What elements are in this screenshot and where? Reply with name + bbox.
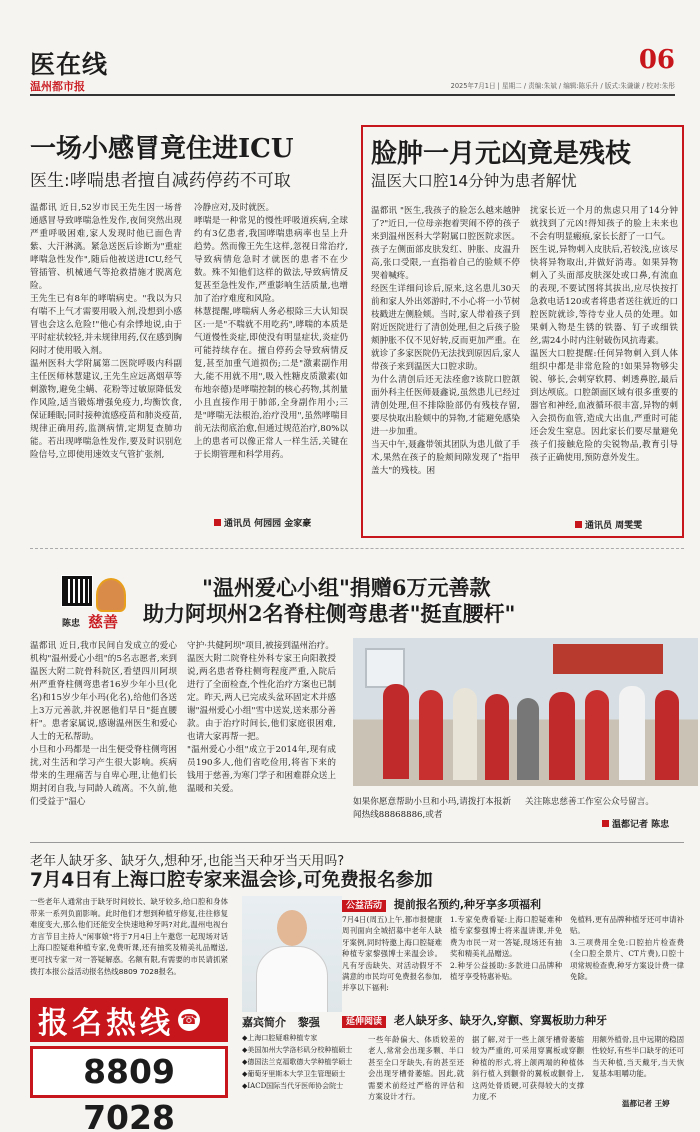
photo-banner [553,644,663,674]
ad-intro: 一些老年人通常由于缺牙时间较长、缺牙较多,给口腔和身体带来一系列负面影响。此时他们才想到种植牙修复,往往修复难度变大,那么他们还能安全快速地种牙吗?对此,温州电视台方言节目主持人"闲事娘"将于7月4日上午邀您一起现场对话上海口腔疑难种植专家,免费听课,还有抽奖及精美礼品赠送,更可找专家一对一答疑解惑。名额有限,有需要的市民请抓紧拨打本报公益活动报名热线8809 7028报名。 [30,897,228,976]
bullet-icon: ◆ [242,1070,248,1078]
guest-credentials [242,1032,366,1092]
credential-item: ◆美国加州大学洛杉矶分校种植硕士 [242,1046,353,1054]
person-6 [549,692,575,780]
person-2 [419,690,443,780]
hotline-label[interactable] [30,998,228,1042]
phone-icon: ☎ [178,1009,200,1031]
article3-byline-text: 温都记者 陈忠 [612,820,670,830]
article2-byline-text: 通讯员 周雯雯 [585,521,643,531]
qr-brand: 慈善 [88,613,119,631]
sec2-column-2: 据了解,对于一些上颌牙槽骨萎缩较为严重的,可采用穿翼板或穿颧种植的形式,将上颌两端的种植体斜行植入到颧骨的翼板或颧骨上,这两处骨质硬,可获得较大的支撑力度,不 [472,1035,584,1102]
article-facial-swelling [361,125,684,538]
sec2-column-1: 一些年龄偏大、体质较差的老人,常常会出现多颗、半口甚至全口牙缺失,有的甚至还会出现牙槽骨萎缩。因此,就需要术前经过严格的评估和方案设计才行。 [368,1035,464,1102]
byline-marker-icon [602,820,609,827]
article1-byline [214,516,311,529]
hotline-number[interactable]: 8809 7028 [30,1046,228,1098]
sec1-heading [342,896,541,912]
masthead-rule [30,94,675,96]
person-9 [655,690,679,780]
hotline-label-text: 报名热线 [38,1006,174,1041]
article3-caption-1: 如果你愿意帮助小旦和小玛,请拨打本报新闻热线88868886,或者 [353,797,511,820]
masthead [30,0,675,100]
guest-title: 嘉宾简介 [242,1016,286,1029]
person-3 [453,688,477,780]
ad-kicker: 老年人缺牙多、缺牙久,想种牙,也能当天种牙当天用吗? [30,854,345,869]
sec2-title: 老人缺牙多、缺牙久,穿颧、穿翼板助力种牙 [393,1014,608,1027]
article-charity [30,560,684,840]
sec1-column-3: 免植料,更有品牌种植牙还可申请补贴。 3.三项费用全免:口腔拍片检查费(全口腔全景片、CT片费),口腔十项常规检查费,种牙方案设计费一律免除。 [570,915,684,982]
ad-headline: 7月4日有上海口腔专家来温会诊,可免费报名参加 [30,870,433,891]
article3-headline-2: 助力阿坝州2名脊柱侧弯患者"挺直腰杆" [143,601,516,626]
sec1-tag: 公益活动 [342,900,386,912]
article1-byline-text: 通讯员 何园园 金家豪 [224,519,312,529]
advertorial [30,846,684,1130]
person-1 [383,684,409,779]
ad-byline: 温都记者 王婷 [622,1099,670,1108]
section-divider [30,548,684,549]
sec2-tag: 延伸阅读 [342,1016,386,1028]
bullet-icon: ◆ [242,1046,248,1054]
article3-column-1: 温都讯 近日,我市民间自发成立的爱心机构"温州爱心小组"的5名志愿者,来到温医大附二院骨科院区,看望四川阿坝州严重脊柱侧弯患者16岁少年小旦(化名)和15岁少年小玛(化名),给他们各送上3万元善款,并祝愿他们早日"挺直腰杆"。患者家属说,感谢温州医生和爱心人士的无私帮助。 小旦和小玛都是一出生便受脊柱侧弯困扰,对生活和学习产生很大影响。疾病带来的生理痛苦与自卑心理,让他们长期封闭自我,与同龄人疏离。不久前,他们受益于"温心 [30,641,177,807]
sec1-title: 提前报名预约,种牙享多项福利 [393,898,542,911]
person-7 [585,690,609,780]
doctor-head [277,910,307,946]
qr-label: 陈忠 [62,619,81,629]
article-cold-icu [30,128,348,538]
masthead-meta: 2025年7月1日 | 星期二 / 责编:朱斌 / 编辑:陈乐升 / 版式:朱谦谦 / 校对:朱彤 [450,82,675,90]
qr-brand-block [62,576,134,638]
ad-divider [30,842,684,843]
photo-window [365,648,405,688]
group-photo [353,638,698,786]
article2-column-2: 扰家长近一个月的焦虑只用了14分钟就找到了元凶!得知孩子的脸上未来也不会有明显瘢痕,家长长舒了一口气。 医生说,异物刺入皮肤后,若较浅,应该尽快将异物取出,并做好消毒。如果异物刺入了头面部皮肤深处或口鼻,有流血的表现,不要试图将其拔出,应尽快按打急救电话120或者将患者送往就近的口腔医院就诊,等待专业人员的处理。如果刺入物是生锈的铁器、钉子或细铁丝,需24小时内注射破伤风抗毒素。 温医大口腔提醒:任何异物刺入到人体组织中都是非常危险的!如果异物够尖锐、够长,会刺穿软腭、刺透鼻腔,最后到达颅底。口腔颌面区域有很多重要的器官和神经,血液循环很丰富,异物的刺入会损伤血管,造成大出血,严重时可能还会发生窒息。因此家长们要尽量避免孩子们接触危险的尖锐物品,教育引导孩子正确使用,预防意外发生。 [530,206,678,463]
guest-heading [242,1014,320,1030]
sec1-column-2: 1.专家免费看疑:上海口腔疑难种植专家黎强博士将来温讲课,并免费为市民一对一答疑,现场还有抽奖和精美礼品赠送。 2.种牙公益援助:多款进口品牌种植牙享受特惠补贴。 [450,915,562,982]
article3-caption-2: 关注陈忠慈善工作室公众号留言。 [525,797,654,807]
bullet-icon: ◆ [242,1082,248,1090]
hotline-box [30,998,228,1132]
qr-code-icon [62,576,92,606]
article2-column-1: 温都讯 "医生,我孩子的脸怎么越来越肿了?"近日,一位母亲抱着哭闹不停的孩子来到温州医科大学附属口腔医院求医。孩子左侧面部皮肤发红、肿胀、皮温升高,张口受限,一直指着自己的脸颊不停哭着喊疼。 经医生详细问诊后,原来,这名患儿30天前和家人外出郊游时,不小心将一小节树枝戳进左侧脸颊。当时,家人带着孩子到附近医院进行了清创处理,但之后孩子脸颊肿胀不仅不见好转,反而更加严重。在就诊了多家医院仍无法找到原因后,家人带孩子来到温医大口腔求助。 为什么清创后还无法痊愈?该院口腔颌面外科主任医师聂鑫说,虽然患儿已经过清创处理,但不排除脸部仍有残枝存留,要尽快取出脸颊中的异物,才能避免感染进一步加重。 当天中午,聂鑫带领其团队为患儿做了手术,果然在孩子的脸颊间隙发现了"指甲盖大"的残枝。困 [371,206,520,476]
host-avatar [96,578,126,612]
article2-headline: 脸肿一月元凶竟是残枝 [371,139,632,169]
sec2-column-3: 用额外植骨,且中远期的稳固性较好,有些半口缺牙的还可当天种植,当天戴牙,当天恢复基本咀嚼功能。 [592,1035,684,1079]
bullet-icon: ◆ [242,1058,248,1066]
masthead-subtitle: 温州都市报 [30,80,85,93]
credential-item: ◆IACD国际当代牙医师协会院士 [242,1082,344,1090]
guest-name: 黎强 [297,1016,320,1029]
article3-column-2: 守护·共健阿坝"项目,被接到温州治疗。 温医大附二院脊柱外科专家王向阳教授说,两名患者脊柱侧弯程度严重,入院后进行了全面检查,个性化治疗方案也已制定。昨天,两人已完成头盆环固定术并感谢"温州爱心小组"雪中送炭,送来那分善款。由于治疗时间长,他们家庭很困难,也请大家再帮一把。 "温州爱心小组"成立于2014年,现有成员190多人,他们省吃俭用,将省下来的钱用于慈善,为寒门学子和困难群众送上温暖和关爱。 [187,641,336,794]
byline-marker-icon [575,521,582,528]
byline-marker-icon [214,519,221,526]
article1-headline: 一场小感冒竟住进ICU [30,134,294,164]
article3-byline [602,817,669,830]
masthead-title: 医在线 [30,50,109,79]
doctor-coat [256,946,328,1012]
credential-item: ◆德国法兰克福歌德大学种植学硕士 [242,1058,353,1066]
person-4 [485,694,509,780]
bullet-icon: ◆ [242,1034,248,1042]
page-number: 06 [638,45,675,75]
article3-headline-1: "温州爱心小组"捐赠6万元善款 [202,575,491,600]
credential-item: ◆葡萄牙里斯本大学卫生管理硕士 [242,1070,346,1078]
person-8 [619,686,645,780]
doctor-photo [242,896,342,1012]
article1-column-2: 冷静应对,及时就医。 哮喘是一种常见的慢性呼吸道疾病,全球约有3亿患者,我国哮喘患病率也呈上升趋势。然而像王先生这样,忽视日常治疗,导致病情危急时才就医的患者不在少数。殊不知他们这样的做法,导致病情反复甚至急性发作,严重影响生活质量,也增加了治疗难度和风险。 林慧提醒,哮喘病人务必根除三大认知误区:一是"不喘就不用吃药",哮喘的本质是气道慢性炎症,即使没有明显症状,炎症仍可能持续存在。擅自停药会导致病情反复,甚至加重气道损伤;二是"激素副作用大,能不用就不用",吸入性糖皮质激素(如布地奈德)是哮喘控制的核心药物,其剂量小且直接作用于肺部,全身副作用小;三是"哮喘无法根治,治疗没用",虽然哮喘目前无法彻底治愈,但通过规范治疗,80%以上的患者可以像正常人一样生活,关键在于长期管理和科学用药。 [194,203,348,460]
sec2-heading [342,1012,607,1028]
article1-subhead: 医生:哮喘患者擅自减药停药不可取 [30,171,291,191]
article2-byline [575,518,642,531]
credential-item: ◆上海口腔疑难种植专家 [242,1034,318,1042]
article1-column-1: 温都讯 近日,52岁市民王先生因一场普通感冒导致哮喘急性发作,夜间突然出现严重呼吸困难,家人发现时他已面色青紫、大汗淋漓。紧急送医后诊断为"重症哮喘急性发作",随后他被送进ICU,经气管插管、机械通气等抢救措施才脱离危险。 王先生已有8年的哮喘病史。"我以为只有喘不上气才需要用吸入剂,没想到小感冒也会这么危险!"他心有余悸地说,由于平时症状较轻,并未规律用药,仅在感到胸闷时才使用吸入剂。 温州医科大学附属第二医院呼吸内科副主任医师林慧建议,王先生应远离烟草等刺激物,避免尘螨、花粉等过敏原降低发作风险,适当锻炼增强免疫力,均衡饮食,保证睡眠;同时接种流感疫苗和肺炎疫苗,规律正确用药,监测病情,定期复查肺功能。若出现哮喘急性发作,要及时识别危险信号,立即使用速效支气管扩张剂, [30,203,182,460]
sec1-column-1: 7月4日(周五)上午,都市报健康周刊面向全城招募中老年人缺牙案例,同时特邀上海口腔疑难种植专家黎强博士来温会诊。凡有牙齿缺失、对活动假牙不满意的市民均可免费报名参加,并享以下福利: [342,915,442,993]
person-5 [517,698,539,780]
article2-subhead: 温医大口腔14分钟为患者解忧 [371,172,577,190]
